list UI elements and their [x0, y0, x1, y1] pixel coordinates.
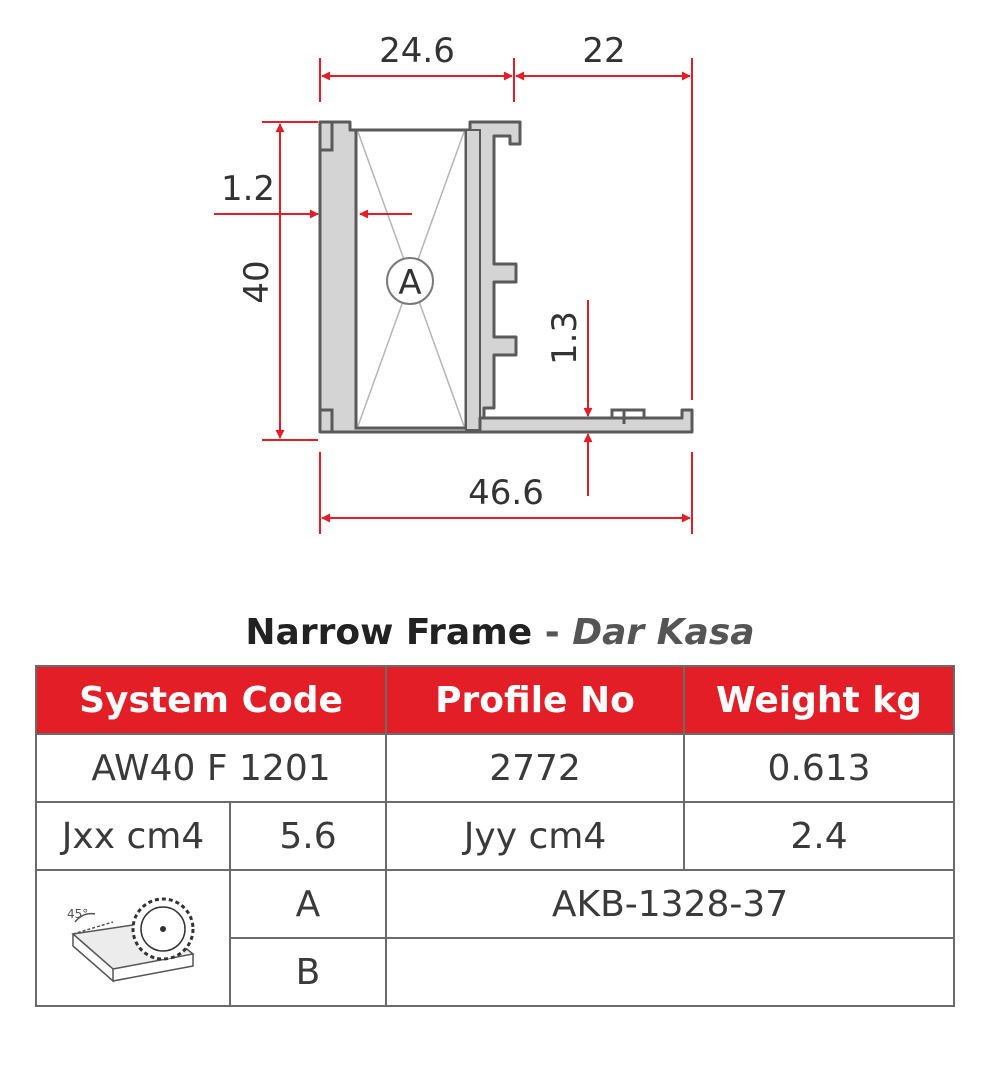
table-row — [36, 734, 954, 802]
title-separator: - — [544, 612, 560, 653]
dim-flange: 1.3 — [545, 310, 585, 366]
profile-no-value: 2772 — [386, 734, 684, 802]
system-code-value: AW40 F 1201 — [36, 734, 386, 802]
jxx-value: 5.6 — [230, 802, 386, 870]
header-system-code: System Code — [36, 666, 386, 734]
weight-value: 0.613 — [684, 734, 954, 802]
saw-cut-45-icon — [36, 870, 230, 1006]
page-title — [0, 612, 1000, 653]
table-header-row — [36, 666, 954, 734]
jxx-label: Jxx cm4 — [36, 802, 230, 870]
profile-section — [320, 122, 692, 432]
profile-web — [466, 130, 480, 430]
jyy-value: 2.4 — [684, 802, 954, 870]
title-main: Narrow Frame — [245, 612, 533, 653]
header-weight: Weight kg — [684, 666, 954, 734]
dim-top-right: 22 — [582, 31, 626, 71]
saw-angle-label: 45° — [67, 906, 89, 921]
chamber-label: A — [398, 263, 422, 303]
dim-bottom: 46.6 — [468, 473, 544, 513]
gasket-b-code — [386, 938, 954, 1006]
gasket-a-label: A — [230, 870, 386, 938]
header-profile-no: Profile No — [386, 666, 684, 734]
title-sub: Dar Kasa — [572, 612, 755, 653]
table-row — [36, 802, 954, 870]
gasket-b-label: B — [230, 938, 386, 1006]
dim-top-left: 24.6 — [379, 31, 455, 71]
saw-blade — [133, 899, 193, 959]
saw-icon-graphic — [53, 874, 213, 994]
gasket-a-code: AKB-1328-37 — [386, 870, 954, 938]
spec-table — [35, 665, 955, 1007]
jyy-label: Jyy cm4 — [386, 802, 684, 870]
profile-bottom-flange — [480, 410, 692, 432]
dim-wall: 1.2 — [220, 169, 276, 209]
dim-height: 40 — [237, 260, 277, 304]
table-row — [36, 870, 954, 938]
